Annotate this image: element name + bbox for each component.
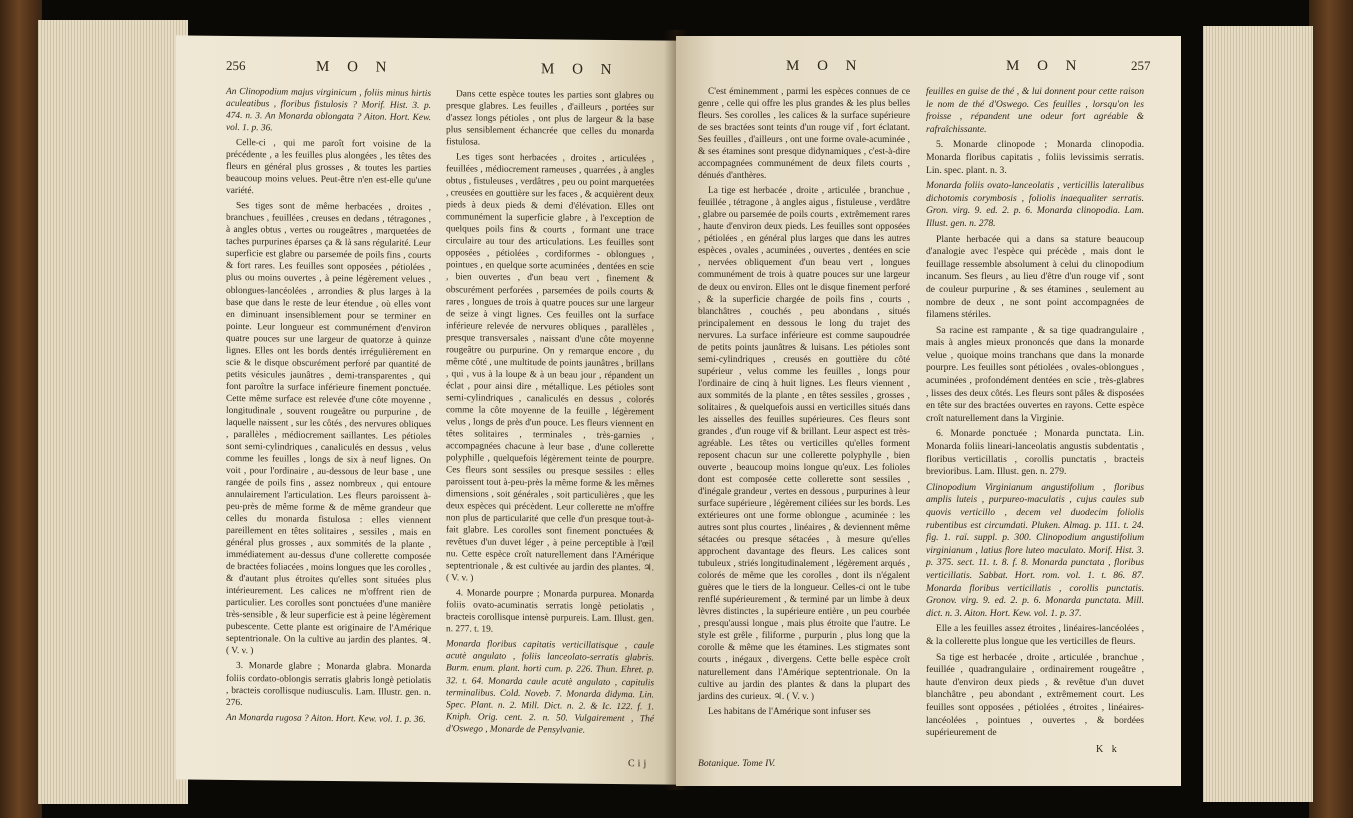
page-number: 257 <box>1131 58 1151 73</box>
body-paragraph: 6. Monarde ponctuée ; Monarda punctata. Lin. Monarda foliis lineari-lanceolatis angustis subdentatis , floribus verticillatis , corollis punctatis , bracteis brevioribus. Lam. Illust. gen. n. 279. <box>926 428 1144 478</box>
footer-volume-note: Botanique. Tome IV. <box>698 758 776 769</box>
right-page <box>676 36 1181 786</box>
book-cover-right <box>1309 0 1353 818</box>
body-paragraph: La tige est herbacée , droite , articulée , branchue , feuillée , tétragone , à angles aigus , fistuleuse , verdâtre , glabre ou parsemée de poils courts , extrêmement rares , haute d'environ deux pieds. Les feuilles sont opposées , pétiolées , en général plus larges que dans les autres espèces , ovales , acuminées , ouvertes , dentées en scie , nervées obliquement d'un beau vert , longues communément de trois à quatre pouces sur une largeur de deux ou environ. Elles ont le disque finement perforé , & la superficie chargée de poils fins , courts , blanchâtres , couchés , peu abondans , situés principalement en dessous le long du trajet des nervures. La surface inférieure est comme saupoudrée de petits points jaunâtres & luisans. Les pétioles sont semi-cylindriques , creusés en gouttière du côté supérieur , velus comme les feuilles , longs pour l'ordinaire de cinq à huit lignes. Les fleurs viennent , aux sommités de la plante , en têtes sessiles , grosses , solitaires , & quelquefois aussi en verticilles situés dans les aisselles des feuilles supérieures. Ces fleurs sont grandes , d'un rouge vif & brillant. Leur aspect est très-agréable. Les têtes ou verticilles qu'elles forment reposent chacun sur une collerette polyphylle , bien ouverte , beaucoup moins longue qu'eux. Les folioles dont est composée cette collerette sont sessiles , d'inégale grandeur , vertes en dessous , purpurines à leur surface supérieure , légèrement ciliées sur les bords. Les extérieures ont une forme oblongue , acuminée : les autres sont plus courtes , linéaires , & deviennent même sétacées ou presque sétacées , à mesure qu'elles approchent davantage des fleurs. Les calices sont tubuleux , striés longitudinalement , légèrement arqués , colorés de même que les corolles , dont ils n'égalent guères que le tiers de la longueur. Celles-ci ont le tube renflé supérieurement , & terminé par un limbe à deux lèvres distinctes , la supérieure entière , un peu courbée , presqu'aussi longue , mais plus étroite que l'autre. Le style est grêle , filiforme , purpurin , plus long que la corolle & même que les étamines. Les stigmates sont courts , inégaux , divergens. Cette belle espèce croît naturellement dans l'Amérique septentrionale. On la cultive au jardin des plantes & dans la plupart des jardins des curieux. ♃. ( V. v. ) <box>698 186 910 702</box>
body-paragraph: Les habitans de l'Amérique sont infuser ses <box>708 706 871 717</box>
body-paragraph: Elle a les feuilles assez étroites , linéaires-lancéolées , & la collerette plus longue que les verticilles de fleurs. <box>926 623 1144 647</box>
book-cover-left <box>0 0 42 818</box>
running-head-left: M O N <box>786 58 864 74</box>
left-page-column-2 <box>446 88 654 740</box>
body-paragraph: Sa tige est herbacée , droite , articulée , branchue , feuillée , quadrangulaire , ordinairement rougeâtre , haute d'environ deux pieds , & revêtue d'un duvet blanchâtre , peu abondant , extrêmement court. Les feuilles sont opposées , pétiolées , étroites , linéaires-lancéolées , pointues , ouvertes , & bordées supérieurement de <box>926 651 1144 739</box>
body-paragraph: 4. Monarde pourpre ; Monarda purpurea. Monarda foliis ovato-acuminatis serratis longè petiolatis , bracteis corollisque intensè purpureis. Lam. Illust. gen. n. 277. t. 19. <box>446 588 654 636</box>
right-page-column-2 <box>926 86 1144 743</box>
signature-mark: Cij <box>628 758 650 770</box>
left-page-column-1 <box>226 86 431 729</box>
citation-paragraph: Monarda floribus capitatis verticillatisque , caule acutè angulato , foliis lanceolato-serratis glabris. Burm. enum. plant. horti cum. p. 226. Thun. Ehret. p. 32. t. 64. Monarda caule acutè angulato , capitulis terminalibus. Cold. Noveb. 7. Monarda didyma. Lin. Spec. Plant. n. 2. Mill. Dict. n. 2. & Ic. 122. f. 1. Kniph. Orig. cent. 2. n. 50. Vulgairement , Thé d'Oswego , Monarde de Pensylvanie. <box>446 639 654 736</box>
citation-paragraph: An Clinopodium majus virginicum , foliis minus hirtis aculeatibus , floribus fistulosis ? Morif. Hist. 3. p. 474. n. 3. An Monarda oblongata ? Aiton. Hort. Kew. vol. 1. p. 36. <box>226 86 431 134</box>
citation-paragraph: feuilles en guise de thé , & lui donnent pour cette raison le nom de thé d'Oswego. Ces feuilles , lorsqu'on les froisse , répandent une odeur fort agréable & rafraîchissante. <box>926 86 1144 135</box>
signature-mark: K k <box>1096 744 1120 755</box>
running-head-right: M O N <box>541 61 619 79</box>
body-paragraph: Plante herbacée qui a dans sa stature beaucoup d'analogie avec l'espèce qui précède , mais dont le feuillage ressemble absolument à celui du clinopodium incanum. Ses fleurs , au lieu d'être d'un rouge vif , sont de couleur purpurine , & ses étamines , seulement au nombre de deux , ne sont point accompagnées de filamens stériles. <box>926 233 1144 321</box>
body-paragraph: Celle-ci , qui me paroît fort voisine de la précédente , a les feuilles plus alongées , les têtes des fleurs en général plus grosses , & toutes les parties beaucoup moins velues. Peut-être n'en est-elle qu'une variété. <box>226 138 431 197</box>
right-page-column-1 <box>698 86 910 721</box>
page-edges-left <box>38 20 188 804</box>
page-number: 256 <box>226 57 246 74</box>
left-page <box>176 35 676 784</box>
body-paragraph: 3. Monarde glabre ; Monarda glabra. Monarda foliis cordato-oblongis serratis glabris longè petiolatis , bracteis corollisque nudiusculis. Lam. Illustr. gen. n. 276. <box>226 661 431 708</box>
page-edges-right <box>1203 26 1313 802</box>
body-paragraph: Ses tiges sont de même herbacées , droites , branchues , feuillées , creuses en dedans , tétragones , à angles obtus , vertes ou rougeâtres , marquetées de taches purpurines éparses ça & là sans régularité. Leur superficie est glabre ou parsemée de poils fins , courts & fort rares. Les feuilles sont opposées , pétiolées , plus ou moins ouvertes , à peine légèrement velues , oblongues-lancéolées , arrondies & plus larges à la base que dans le reste de leur étendue , où elles vont en diminuant insensiblement pour se terminer en pointe. Leur longueur est communément d'environ quatre pouces sur une largeur de quatorze à quinze lignes. Elles ont les bords dentés irrégulièrement en scie & le disque obscurément perforé par quantité de petits vésicules jaunâtres , demi-transparentes , qui font paroître la surface inférieure finement ponctuée. Cette même surface est relevée d'une côte moyenne , longitudinale , souvent rougeâtre ou purpurine , de laquelle naissent , sur les côtés , des nervures obliques , parallèles , médiocrement saillantes. Les pétioles sont semi-cylindriques , canaliculés en dessus , velus comme les feuilles , longs de six à neuf lignes. On voit , pour l'ordinaire , au-dessous de leur base , une rangée de poils fins , assez nombreux , qui entoure annulairement l'articulation. Les fleurs paroissent à-peu-près de même forme & de même grandeur que celles du monarda fistulosa : elles viennent pareillement en têtes solitaires , sessiles , mais en général plus grosses , aux sommités de la plante , immédiatement au-dessus d'une collerette composée de bractées foliacées , moins longues que les corolles , & d'autant plus étroites qu'elles sont situées plus intérieurement. Les calices ne m'offrent rien de particulier. Les corolles sont ponctuées d'une manière très-sensible , & leur superficie est à peine légèrement pubescente. Cette plante est originaire de l'Amérique septentrionale. On la cultive au jardin des plantes. ♃. ( V. v. ) <box>226 201 431 657</box>
citation-paragraph: Monarda foliis ovato-lanceolatis , verticillis lateralibus dichotomis corymbosis , foliolis inaequaliter serratis. Gron. virg. 9. ed. 2. p. 6. Monarda clinopodia. Lam. Illust. gen. n. 278. <box>926 180 1144 229</box>
citation-paragraph: Clinopodium Virginianum angustifolium , floribus amplis luteis , purpureo-maculatis , cujus caules sub quovis verticillo , decem vel duodecim foliolis rubentibus est circumdati. Pluken. Almag. p. 111. t. 24. fig. 1. raï. suppl. p. 300. Clinopodium angustifolium virginianum , latius flore luteo maculato. Morif. Hist. 3. p. 375. sect. 11. t. 8. f. 8. Monarda punctata , floribus verticillatis. Sabbat. Hort. rom. vol. 1. t. 86. 87. Monarda floribus verticillatis , corollis punctatis. Gronov. virg. 9. ed. 2. p. 6. Monarda punctata. Mill. dict. n. 3. Aiton. Hort. Kew. vol. 1. p. 37. <box>926 481 1144 619</box>
body-paragraph: Les tiges sont herbacées , droites , articulées , feuillées , médiocrement rameuses , quarrées , à angles obtus , fistuleuses , verdâtres , peu ou point marquetées , creusées en gouttière sur les faces , & acquièrent deux pieds à deux pieds & demi d'élévation. Elles ont communément la superficie glabre , à l'exception de quelques poils fins & courts , formant une trace circulaire au tour des articulations. Les feuilles sont opposées , pétiolées , cordiformes - oblongues , pointues , en quelque sorte acuminées , dentées en scie , bien ouvertes , d'un beau vert , finement & obscurément perforées , parsemées de poils courts & rares , longues de trois à quatre pouces sur une largeur de seize à vingt lignes. Ces feuilles ont la surface inférieure relevée de nervures obliques , parallèles , presque transversales , naissant d'une côte moyenne rougeâtre ou purpurine. On y remarque encore , du même côté , une multitude de points jaunâtres , brillans , qui , vus à la loupe & à un beau jour , répandent un éclat , pour ainsi dire , métallique. Les pétioles sont semi-cylindriques , canaliculés en dessus , colorés comme la côte moyenne de la feuille , légèrement velus , longs de près d'un pouce. Les fleurs viennent en têtes solitaires , terminales , très-garnies , accompagnées chacune à leur base , d'une collerette polyphille , quelquefois légèrement teinte de pourpre. Ces fleurs sont sessiles ou presque sessiles : elles paroissent tout à-peu-près la même forme & les mêmes dimensions , soit générales , soit particulières , que les deux espèces qui précèdent. Leur collerette ne m'offre non plus de particularité que celle d'un presque tout-à-fait glabre. Les corolles sont finement ponctuées & revêtues d'un duvet léger , à peine perceptible à l'œil nu. Cette espèce croît naturellement dans l'Amérique septentrionale , & est cultivée au jardin des plantes. ♃. ( V. v. ) <box>446 152 654 584</box>
running-head-right: M O N <box>1006 58 1084 74</box>
body-paragraph: Dans cette espèce toutes les parties sont glabres ou presque glabres. Les feuilles , d'ailleurs , portées sur d'assez longs pétioles , ont plus de largeur & la base plus sensiblement échancrée que celles du monarda fistulosa. <box>446 89 654 148</box>
body-paragraph: 5. Monarde clinopode ; Monarda clinopodia. Monarda floribus capitatis , foliis levissimis serratis. Lin. spec. plant. n. 3. <box>926 139 1144 176</box>
body-paragraph: Sa racine est rampante , & sa tige quadrangulaire , mais à angles mieux prononcés que dans la monarde velue , quoique moins tranchans que dans la monarde pourpre. Les feuilles sont pétiolées , ovales-oblongues , acuminées , profondément dentées en scie , très-glabres , lisses des deux côtés. Les fleurs sont pâles & disposées en tête sur des bractées ouvertes en rayons. Cette espèce croît naturellement dans la Virginie. <box>926 324 1144 424</box>
running-head-left: M O N <box>316 58 394 76</box>
body-paragraph: C'est éminemment , parmi les espèces connues de ce genre , celle qui offre les plus grandes & les plus belles fleurs. Ses corolles , les calices & la surface supérieure de ses bractées sont teints d'un rouge vif , fort éclatant. Ses feuilles , d'ailleurs , ont une forme ovale-acuminée , & ses étamines sont presque didynamiques , c'est-à-dire accompagnées communément de deux filets courts , dénués d'anthères. <box>698 87 910 182</box>
citation-paragraph: An Monarda rugosa ? Aiton. Hort. Kew. vol. 1. p. 36. <box>226 712 426 725</box>
